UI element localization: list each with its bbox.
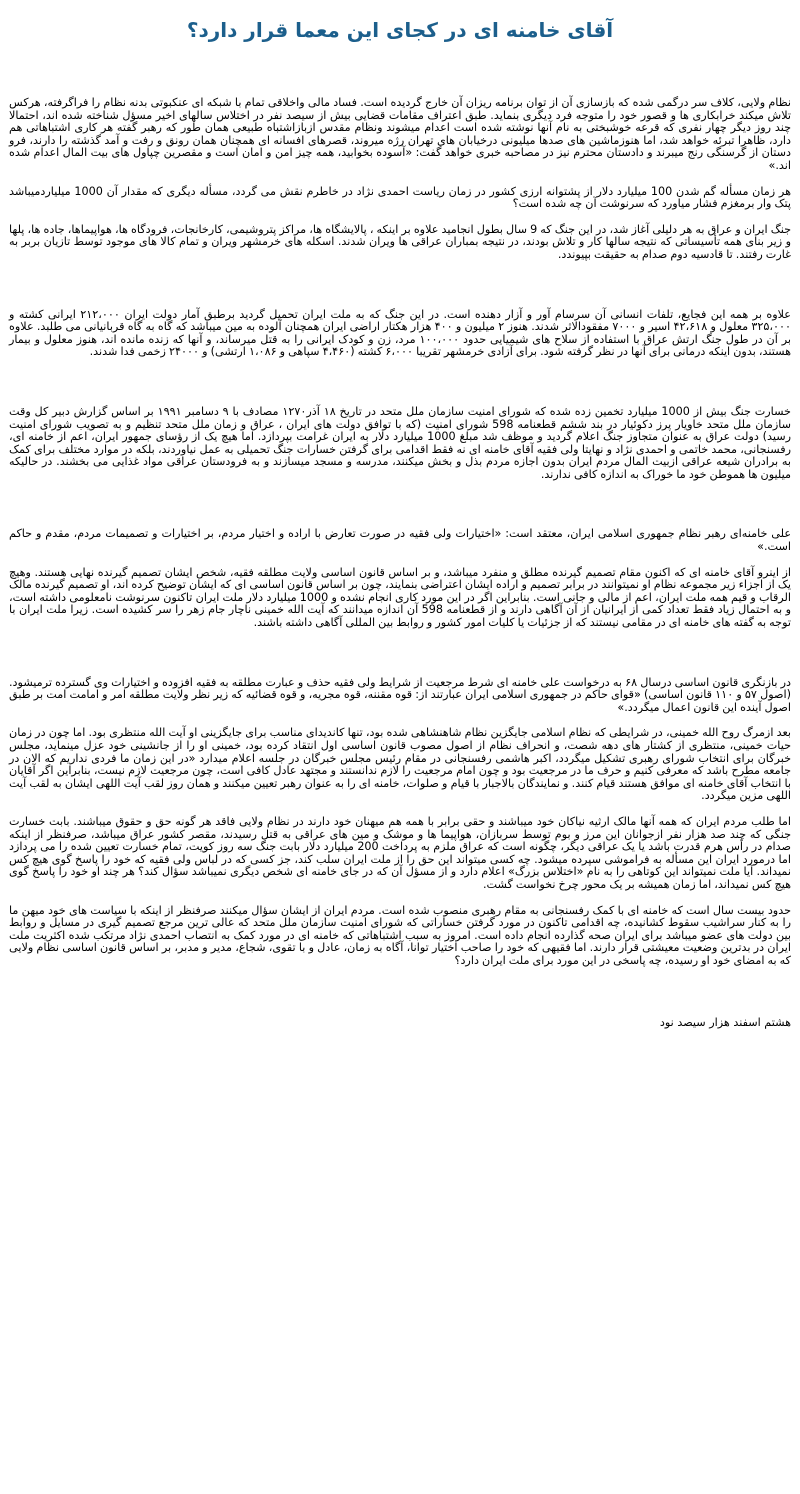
article-date: هشتم اسفند هزار سیصد نود bbox=[659, 1015, 791, 1029]
article-paragraph: خسارت جنگ بیش از 1000 میلیارد تخمین زده شده که شورای امنیت سازمان ملل متحد در تاریخ ۱۸ آذر۱۲۷۰ مصادف با ۹ دسامبر ۱۹۹۱ بر اساس گزارش دبیر کل وقت سازمان ملل متحد خاویار پرز دکوئیار در بند ششم قطعنامه 598 شورای امنیت (که با توافق دولت های ایران ، عراق و زمان ملل متحد تنظیم و به تصویب شورای امنیت رسید) دولت عراق به عنوان متجاوز جنگ اعلام گردید و موظف شد مبلغ 1000 میلیارد دلار به ایران غرامت بپردازد. اما هیچ یک از رؤسای جمهور ایران، اعم از خامنه ای، رفسنجانی، محمد خاتمی و احمدی نژاد و نهایتا ولی فقیه آقای خامنه ای نه فقط اقدامی برای گرفتن خسارات جنگ تحمیلی به عمل نیاوردند، بلکه در موارد مختلف برای کمک به برادران شیعه عراقی ازبیت المال مردم ایران بدون اجازه مردم بذل و بخش میکنند، مدرسه و مسجد میسازند و به فرودستان عراقی مواد غذایی می بخشند. در حالیکه میلیون ها هموطن خود ما خوراک به اندازه کافی ندارند. bbox=[9, 404, 792, 481]
article-paragraph: حدود بیست سال است که خامنه ای با کمک رفسنجانی به مقام رهبری منصوب شده است. مردم ایران از ایشان سؤال میکنند صرفنظر از اینکه با سیاست های خود میهن ما را به کنار سراشیب سقوط کشانیده، چه اقدامی تاکنون در مورد گرفتن خساراتی که شورای امنیت سازمان ملل متحد که عالی ترین مرجع تصمیم گیری در مسایل و روابط بین دولت های عضو میباشد برای ایران صحه گذارده انجام داده است. امروز به سبب اشتباهاتی که خامنه ای در مورد کمک به انتصاب احمدی نژاد مرتکب شده اکثریت ملت ایران در بدترین وضعیت معیشتی قرار دارند. اما فقیهی که خود را صاحب اختیار توانا، آگاه به زمان، عادل و با تقوی، شجاع، مدیر و مدبر، بر اساس قانون اساسی نظام ولایی که به امضای خود او رسیده، چه پاسخی در این مورد برای ملت ایران دارد؟ bbox=[9, 903, 791, 967]
article-paragraph: نظام ولایی، کلاف سر درگمی شده که بازسازی آن از توان برنامه ریزان آن خارج گردیده است. فساد مالی واخلاقی تمام با شبکه ای عنکبوتی بدنه نظام را فراگرفته، هرکس تلاش میکند خرابکاری ها و قصور خود را متوجه فرد دیگری بنماید. طبق اعتراف مقامات قضایی بیش از سیصد نفر در اختلاس سالهای اخیر مسؤل شناخته شده اند، احتمالا چند روز دیگر چهار نفری که قرعه خوشبختی به نام آنها نوشته شده است اعدام میشوند ونظام مقدس ازبازاشتباه طبیعی همان طور که رهبر گفته هر کاری اشتباهاتی هم دارد، ظاهرا تبرئه خواهد شد، اما هنوزماشین های صدها میلیونی درخیابان های تهران رژه میروند، قصرهای افسانه ای همچنان همان رونق و رفت و آمد گذشته را دارند، فرو دستان از گرسنگی رنج میبرند و دادستان محترم نیز در مصاحبه خبری خواهد گفت: «آسوده بخوابید، همه چیز امن و امان است و مقصرین چپاول های بیت المال اعدام شده اند.» bbox=[9, 96, 791, 172]
article-paragraph: اما طلب مردم ایران که همه آنها مالک ارثیه نیاکان خود میباشند و حقی برابر با همه هم میهنان خود دارند در نظام ولایی فاقد هر گونه حق و حقوق میباشند. بابت خسارت جنگی که چند صد هزار نفر ازجوانان این مرز و بوم توسط سربازان، هواپیما ها و موشک و مین های عراقی به قتل رسیدند، مقصر کشور عراق میباشد، صرفنظر از اینکه صدام در رأس هرم قدرت باشد یا یک عراقی دیگر، چگونه است که عراق ملزم به پرداخت 200 میلیارد دلار بابت جنگ سه روز کویت، تمام خسارت تعیین شده را می پردازد اما درمورد ایران این مسأله به فراموشی سپرده میشود. چه کسی میتواند این حق را از ملت ایران سلب کند، جز کسی که در لباس ولی فقیه که خود را پاسخ گوی هیچ کس نمیداند. آیا ملت نمیتواند این کوتاهی را به نام «اختلاس بزرگ» اعلام دارد و از مسؤل آن که در جای خامنه ای شخص دیگری نمیباشد سؤال کند؟ هر چند او خود را پاسخ گوی هیچ کس نمیداند، اما زمان همیشه بر یک محور چرخ نخواست گشت. bbox=[9, 814, 791, 891]
article-paragraph: بعد ازمرگ روح الله خمینی، در شرایطی که نظام اسلامی جایگزین نظام شاهنشاهی شده بود، تنها کاندیدای مناسب برای جایگزینی او آیت الله منتظری بود. اما چون در زمان حیات خمینی، منتظری از کشتار های دهه شصت، و انحراف نظام از اصول مصوب قانون اساسی اول انتقاد کرده بود، خمینی او را از جانشینی خود عزل مینماید، مجلس خبرگان برای انتخاب شورای رهبری تشکیل میگردد، اکبر هاشمی رفسنجانی در مقام رئیس مجلس خبرگان در جلسه اعلام میدارد «در این زمان ما فردی نداریم که الان در جامعه مطرح باشد که معرفی کنیم و حرف ما در مرجعیت بود و چون امام مرجعیت را لازم ندانستند و مجتهد عادل کافی است، چون مرجعیت لازم نیست، بنابراین اگر آقایان با انتخاب آقای خامنه ای موافق هستند قیام کنند. و نمایندگان بالاجبار با قیام و صلوات، خامنه ای را به عنوان رهبر تعیین میکنند و همان روز لقب آیت اللهی ایشان به لقب آیت اللهی مزین میگردد. bbox=[9, 726, 791, 803]
article-paragraph: علاوه بر همه این فجایع، تلفات انسانی آن سرسام آور و آزار دهنده است. در این جنگ که به ملت ایران تحمیل گردید برطبق آمار دولت ایران ۲۱۲،۰۰۰ ایرانی کشته و ۳۲۵،۰۰۰ معلول و ۴۲،۶۱۸ اسیر و ۷۰۰۰ مفقودالاثر شدند. هنوز ۲ میلیون و ۴۰۰ هزار هکتار اراضی ایران همچنان آلوده به مین میباشد که گاه به گاه قربانیانی می طلبد. علاوه بر آن در طول جنگ ارتش عراق با استفاده از سلاح های شیمیایی حدود ۱۰۰،۰۰۰ مرد، زن و کودک ایرانی را به قتل میرساند، و آنها که زنده مانده اند، هنوز معلول و بیمار هستند، بدون اینکه درمانی برای آنها در نظر گرفته شود. برای آزادی خرمشهر تقریبا ۶،۰۰۰ کشته (۴،۴۶۰ سپاهی و ۱،۰۸۶ ارتشی) و ۲۴۰۰۰ زخمی فدا شدند. bbox=[9, 307, 792, 359]
article-paragraph: هر زمان مسأله گم شدن 100 میلیارد دلار از پشتوانه ارزی کشور در زمان ریاست احمدی نژاد در خاطرم نقش می گردد، مسأله دیگری که مقدار آن 1000 میلیاردمیباشد پتک وار برمغزم فشار میاورد که سرنوشت آن چه شده است؟ bbox=[9, 184, 791, 211]
article-paragraph: از اینرو آقای خامنه ای که اکنون مقام تصمیم گیرنده مطلق و منفرد میباشد، و بر اساس قانون اساسی ولایت مطلقه فقیه، شخص ایشان تصمیم گیرنده نهایی هستند. وهیچ یک از اجزاء زیر مجموعه نظام او نمیتوانند در برابر تصمیم و اراده ایشان اعتراضی بنمایند، چون بر اساس قانون اساسی ای که ایشان توضیح کرده اند، او تصمیم گیرنده مالک الرقاب و قیم همه ملت ایران، اعم از مالی و جانی است. بنابراین اگر در این مورد کاری انجام نشده و 1000 میلیارد دلار ملت ایران تاکنون سرنوشت نامعلومی داشته است، و به احتمال زیاد فقط تعداد کمی از ایرانیان از آن آگاهی دارند و از قطعنامه 598 آن اندازه میدانند که آیت الله خمینی ناچار جام زهر را سر کشیده است. زیرا ملت ایران با توجه به گفته های خامنه ای در مقامی نیستند که از جزئیات یا کلیات امور کشور و روابط بین المللی آگاهی داشته باشند. bbox=[9, 565, 791, 630]
article-body bbox=[9, 97, 791, 1029]
article-paragraph: جنگ ایران و عراق به هر دلیلی آغاز شد، در این جنگ که 9 سال بطول انجامید علاوه بر اینکه ، پالایشگاه ها، مراکز پتروشیمی، کارخانجات، فرودگاه ها، هواپیماها، جاده ها، پلها و زیر بنای همه تأسیساتی که نتیجه سالها کار و تلاش بودند، در نتیجه بمباران عراقی ها ویران شدند. اسکله های خرمشهر ویران و تمام کالا های موجود توسط تازیان بربر به غارت رفتند. تا قادسیه دوم صدام به حقیقت بپیوندد. bbox=[9, 222, 792, 261]
article-paragraph: در بازنگری قانون اساسی درسال ۶۸ به درخواست علی خامنه ای شرط مرجعیت از شرایط ولی فقیه حذف و عبارت مطلقه به فقیه افزوده و اختیارات وی گسترده ترمیشود. (اصول ۵۷ و ۱۱۰ قانون اساسی) «قوای حاکم در جمهوری اسلامی ایران عبارتند از: قوه مقننه، قوه مجریه، و قوه قضائیه که زیر نظر ولایت مطلقه امر و امامت امت بر طبق اصول آینده این قانون اعمال میگردد.» bbox=[9, 675, 791, 714]
article-paragraph: علی خامنه‌ای رهبر نظام جمهوری اسلامی ایران، معتقد است: «اختیارات ولی فقیه در صورت تعارض با اراده و اختیار مردم، بر اختیارات و تصمیمات مردم، مقدم و حاکم است.» bbox=[9, 527, 791, 554]
article-title: آقای خامنه ای در کجای این معما قرار دارد؟ bbox=[186, 18, 614, 42]
